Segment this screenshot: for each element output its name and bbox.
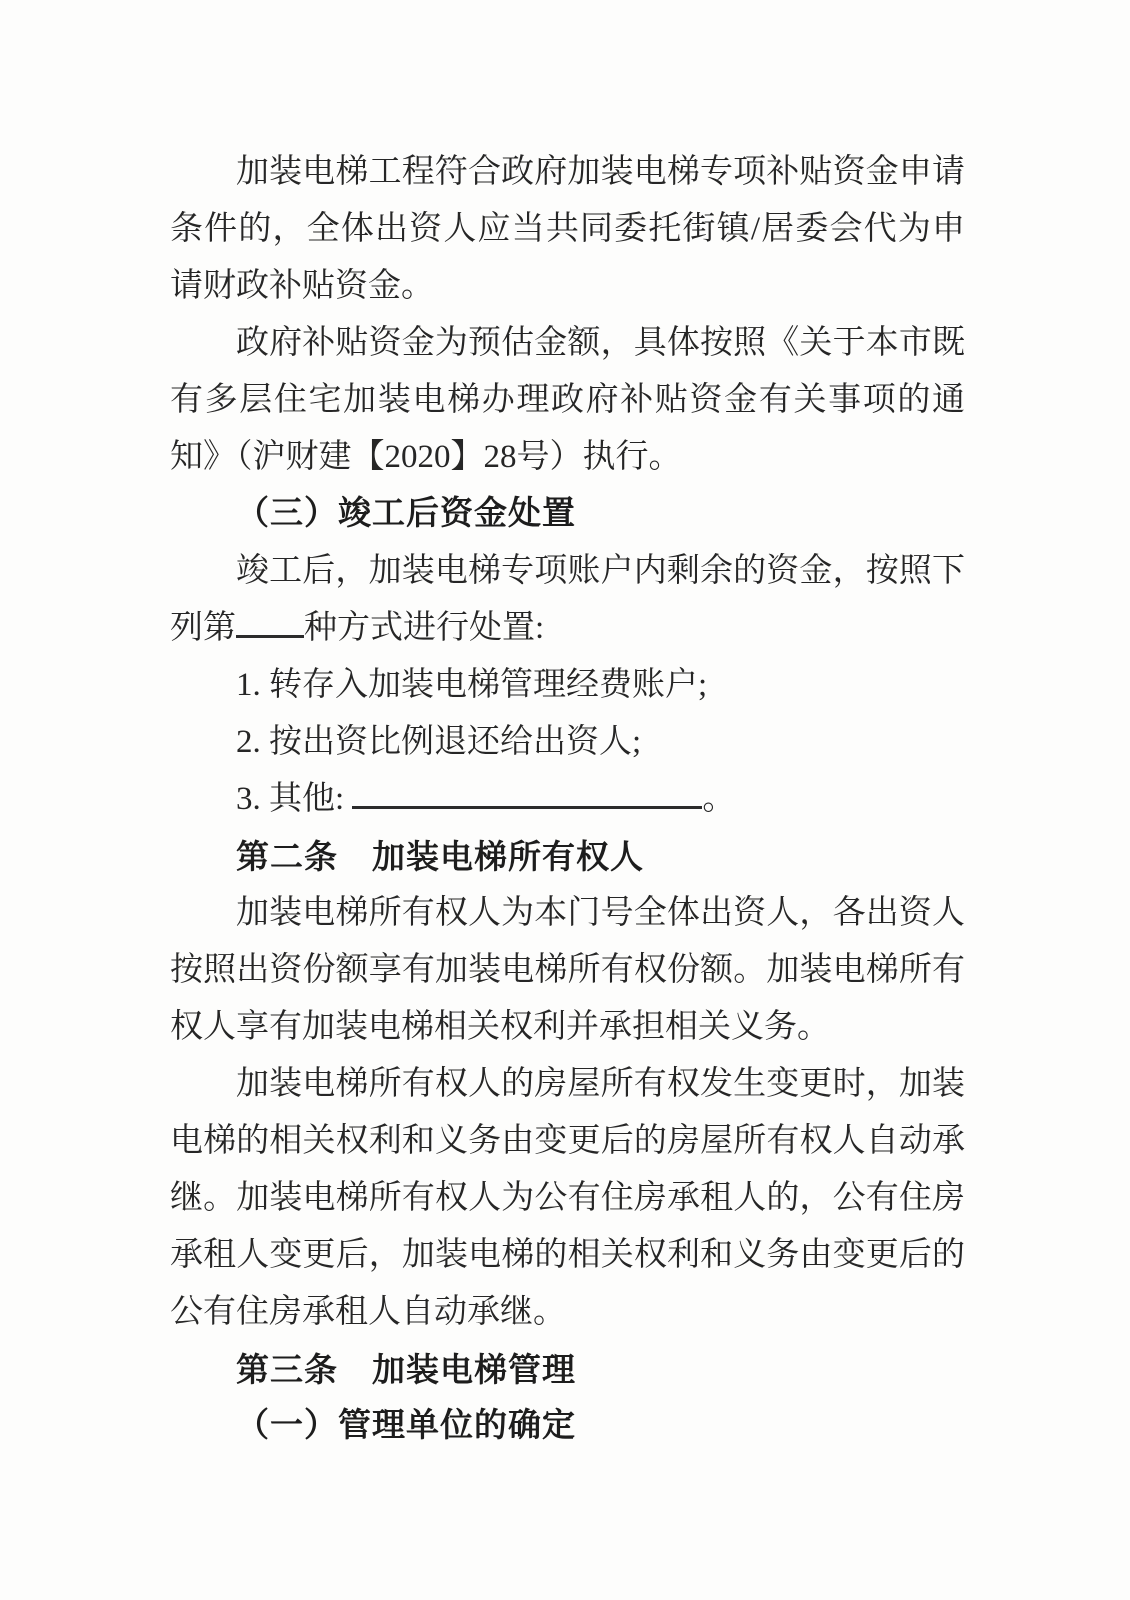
heading-article-three-management: 第三条 加装电梯管理	[236, 1351, 576, 1388]
paragraph-subsidy-amount: 政府补贴资金为预估金额，具体按照《关于本市既有多层住宅加装电梯办理政府补贴资金有关事项的通知》（沪财建【2020】28号）执行。	[170, 325, 965, 475]
fund-disposal-text-before: 竣工后，加装电梯专项账户内剩余的资金，按照下列第	[170, 553, 965, 646]
list-item-disposal-option-2: 2. 按出资比例退还给出资人;	[236, 724, 642, 760]
paragraph-fund-disposal	[170, 543, 965, 657]
disposal-option-3-period: 。	[702, 781, 736, 817]
fund-disposal-text-after: 种方式进行处置:	[304, 610, 545, 646]
disposal-option-3-label: 3. 其他:	[236, 781, 353, 817]
heading-section-one-management-unit: （一）管理单位的确定	[236, 1408, 576, 1444]
paragraph-ownership-transfer: 加装电梯所有权人的房屋所有权发生变更时，加装电梯的相关权利和义务由变更后的房屋所有权人自动承继。加装电梯所有权人为公有住房承租人的，公有住房承租人变更后，加装电梯的相关权利和义务由变更后的公有住房承租人自动承继。	[170, 1066, 965, 1330]
list-item-disposal-option-1: 1. 转存入加装电梯管理经费账户;	[236, 667, 708, 703]
paragraph-ownership: 加装电梯所有权人为本门号全体出资人，各出资人按照出资份额享有加装电梯所有权份额。加装电梯所有权人享有加装电梯相关权利并承担相关义务。	[170, 895, 965, 1045]
blank-fill-other-method	[352, 779, 702, 809]
blank-fill-method-number	[236, 608, 304, 638]
heading-section-three-fund-disposal: （三）竣工后资金处置	[236, 496, 576, 532]
heading-article-two-owners: 第二条 加装电梯所有权人	[236, 838, 644, 875]
paragraph-subsidy-application: 加装电梯工程符合政府加装电梯专项补贴资金申请条件的，全体出资人应当共同委托街镇/居委会代为申请财政补贴资金。	[170, 154, 965, 304]
list-item-disposal-option-3	[170, 771, 965, 828]
